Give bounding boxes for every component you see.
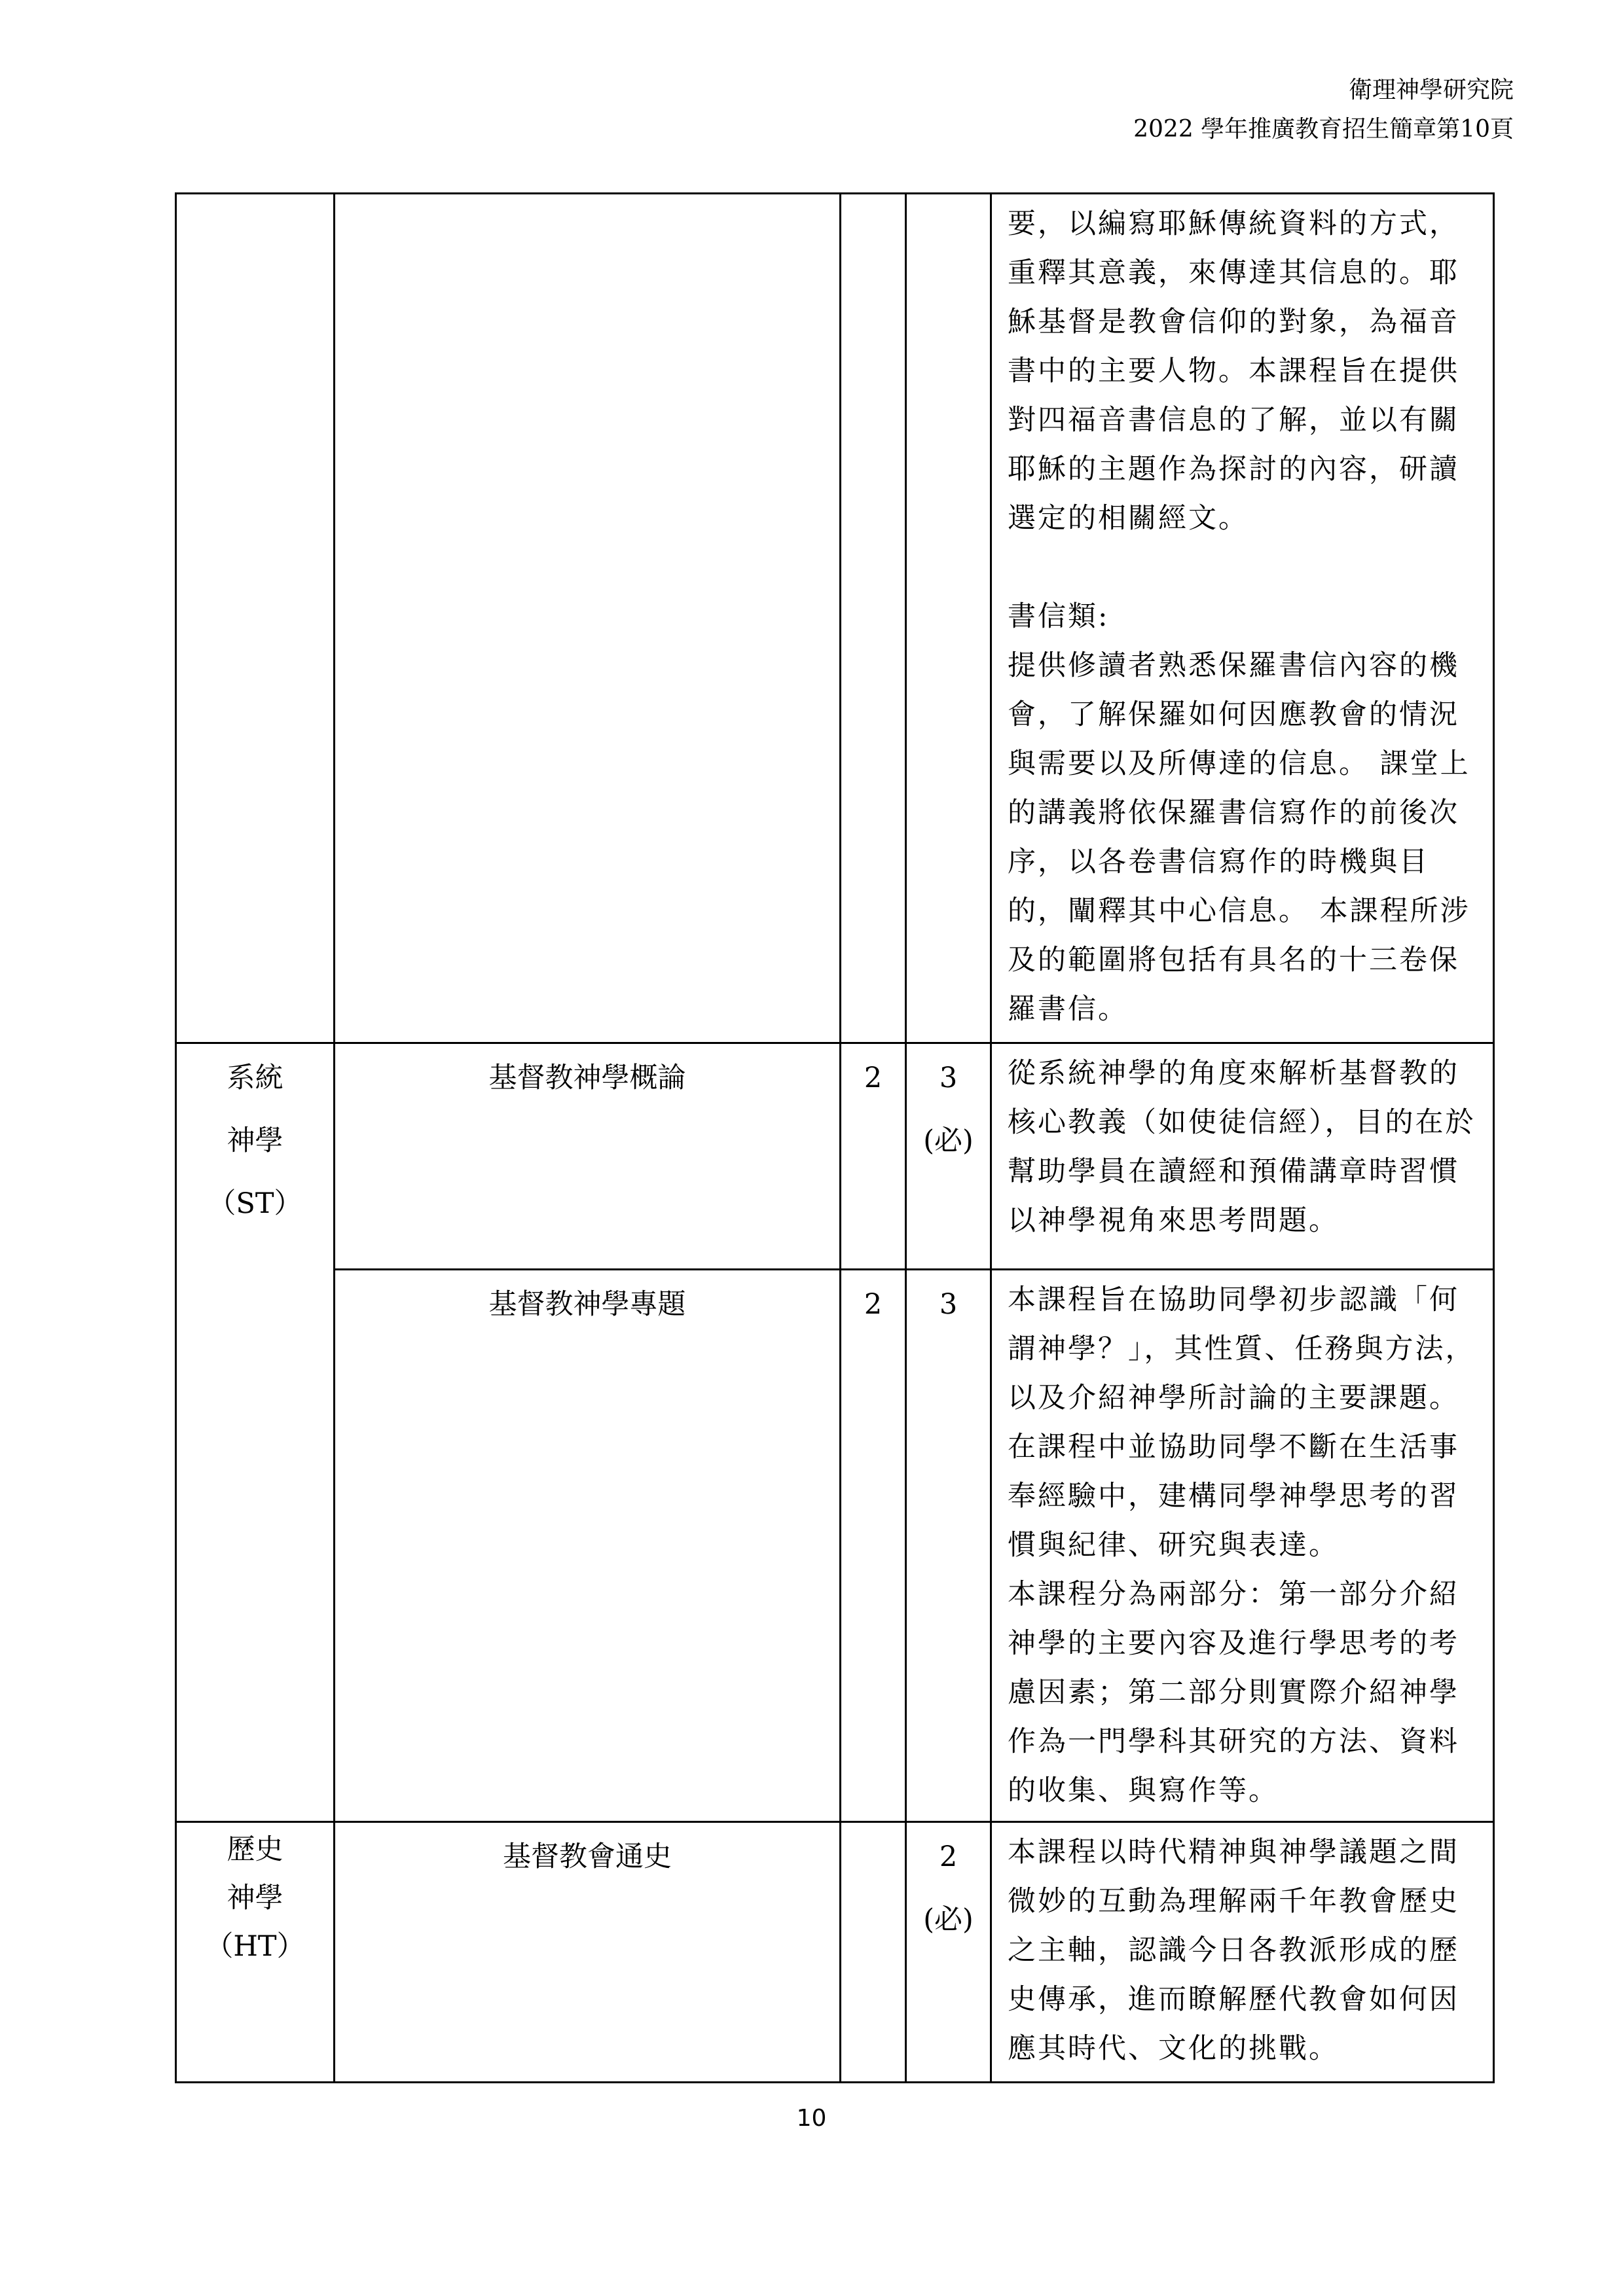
table-row bbox=[176, 1822, 1494, 2083]
area-cell bbox=[176, 194, 335, 1043]
course-table bbox=[175, 192, 1495, 2083]
course-name-cell: 基督教會通史 bbox=[335, 1822, 841, 2083]
header-subtitle: 2022 學年推廣教育招生簡章第10頁 bbox=[1133, 116, 1514, 143]
area-cell bbox=[176, 1043, 335, 1822]
description-cell bbox=[991, 194, 1494, 1043]
description-heading: 書信類: bbox=[1008, 600, 1110, 633]
page-header bbox=[1133, 71, 1514, 149]
description-paragraph: 本課程旨在協助同學初步認識「何謂神學？」，其性質、任務與方法，以及介紹神學所討論的主要課題。在課程中並協助同學不斷在生活事奉經驗中，建構同學神學思考的習慣與紀律、研究與表達。 bbox=[1008, 1283, 1476, 1562]
credits-cell: 3 bbox=[906, 1270, 991, 1822]
hours-cell: 2 bbox=[841, 1043, 906, 1270]
credits-cell bbox=[906, 1822, 991, 2083]
course-name-cell bbox=[335, 194, 841, 1043]
area-label-line2: 神學 bbox=[227, 1124, 283, 1157]
credits-cell bbox=[906, 194, 991, 1043]
description-paragraph: 從系統神學的角度來解析基督教的核心教義（如使徒信經），目的在於幫助學員在讀經和預備講章時習慣以神學視角來思考問題。 bbox=[1008, 1057, 1476, 1237]
credits-cell bbox=[906, 1043, 991, 1270]
header-institution: 衛理神學研究院 bbox=[1348, 77, 1514, 103]
credits-value: 3 bbox=[939, 1062, 958, 1094]
description-paragraph: 要，以編寫耶穌傳統資料的方式，重釋其意義，來傳達其信息的。耶穌基督是教會信仰的對象，為福音書中的主要人物。本課程旨在提供對四福音書信息的了解，並以有關耶穌的主題作為探討的內容，研讀選定的相關經文。 bbox=[1008, 207, 1459, 535]
description-cell bbox=[991, 1270, 1494, 1822]
area-label-code: （ST） bbox=[208, 1187, 302, 1220]
description-paragraph: 提供修讀者熟悉保羅書信內容的機會，了解保羅如何因應教會的情況與需要以及所傳達的信息。 課堂上的講義將依保羅書信寫作的前後次序，以各卷書信寫作的時機與目的，闡釋其中心信息。 本課程所涉及的範圍將包括有具名的十三卷保羅書信。 bbox=[1008, 649, 1470, 1026]
area-label-line1: 系統 bbox=[227, 1062, 283, 1094]
area-label-line2: 神學 bbox=[227, 1882, 283, 1914]
description-paragraph: 本課程分為兩部分：第一部分介紹神學的主要內容及進行學思考的考慮因素；第二部分則實際介紹神學作為一門學科其研究的方法、資料的收集、與寫作等。 bbox=[1008, 1578, 1459, 1807]
credits-required-note: (必) bbox=[923, 1903, 974, 1936]
hours-cell bbox=[841, 1822, 906, 2083]
credits-value: 2 bbox=[939, 1840, 958, 1873]
page-number: 10 bbox=[796, 2105, 827, 2132]
table-row bbox=[176, 1043, 1494, 1270]
description-cell bbox=[991, 1043, 1494, 1270]
course-name-cell: 基督教神學概論 bbox=[335, 1043, 841, 1270]
area-label-line1: 歷史 bbox=[227, 1833, 283, 1866]
table-row bbox=[176, 194, 1494, 1043]
course-name-cell: 基督教神學專題 bbox=[335, 1270, 841, 1822]
hours-cell: 2 bbox=[841, 1270, 906, 1822]
table-row bbox=[176, 1270, 1494, 1822]
area-cell bbox=[176, 1822, 335, 2083]
credits-required-note: (必) bbox=[923, 1124, 974, 1157]
description-cell bbox=[991, 1822, 1494, 2083]
area-label-code: （HT） bbox=[205, 1930, 305, 1963]
description-paragraph: 本課程以時代精神與神學議題之間微妙的互動為理解兩千年教會歷史之主軸，認識今日各教派形成的歷史傳承，進而瞭解歷代教會如何因應其時代、文化的挑戰。 bbox=[1008, 1836, 1459, 2065]
hours-cell bbox=[841, 194, 906, 1043]
